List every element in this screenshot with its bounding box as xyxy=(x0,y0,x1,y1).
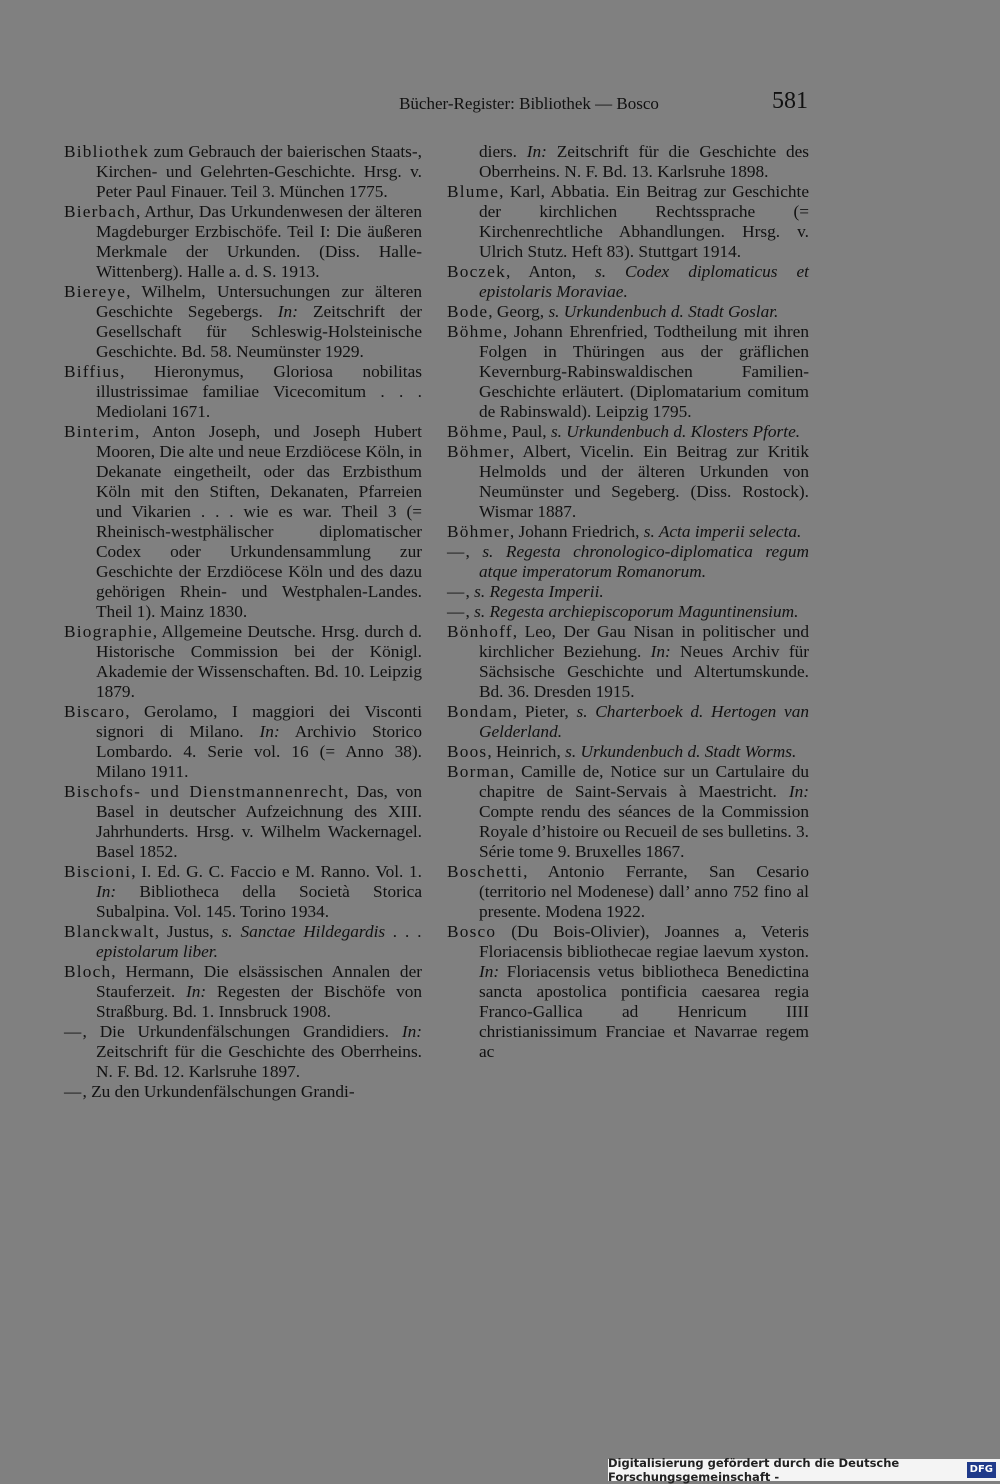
entry-italic-text: In: xyxy=(788,782,809,801)
entry-text: , Das, von Basel in deutscher Aufzeichnung des XIII. Jahrhunderts. Hrsg. v. Wilhelm Wackernagel. Basel 1852. xyxy=(96,782,422,861)
entry-text: , Paul, xyxy=(502,422,551,441)
entry-text: , Albert, Vicelin. Ein Beitrag zur Kritik Helmolds und der älteren Urkunden von Neumünster und Segeberg. (Diss. Rostock). Wismar 1887. xyxy=(479,442,809,521)
register-entry xyxy=(64,622,422,702)
entry-text: Zeitschrift für die Geschichte des Oberrheins. N. F. Bd. 12. Karlsruhe 1897. xyxy=(96,1042,422,1081)
entry-italic-text: s. Codex diplomaticus et epistolaris Moraviae. xyxy=(479,262,809,301)
entry-text: , Pieter, xyxy=(512,702,577,721)
entry-heading: — xyxy=(64,1082,83,1101)
entry-text: , Arthur, Das Urkundenwesen der älteren Magdeburger Erzbischöfe. Teil I: Die äußeren Merkmale der Urkunden. (Diss. Halle-Wittenberg). Halle a. d. S. 1913. xyxy=(96,202,422,281)
entry-heading: Bönhoff xyxy=(447,622,513,641)
entry-italic-text: s. Urkundenbuch d. Stadt Worms. xyxy=(565,742,797,761)
register-entry xyxy=(447,182,809,262)
footer-banner xyxy=(608,1456,1000,1484)
register-entry xyxy=(447,602,809,622)
entry-heading: Böhme xyxy=(447,422,503,441)
entry-text: , Camille de, Notice sur un Cartulaire du chapitre de Saint-Servais à Maestricht. xyxy=(479,762,809,801)
entry-text: , Justus, xyxy=(154,922,222,941)
entry-italic-text: s. Regesta archiepiscoporum Maguntinensium. xyxy=(474,602,799,621)
entry-text: zum Gebrauch der baierischen Staats-, Kirchen- und Gelehrten-Geschichte. Hrsg. v. Peter Paul Finauer. Teil 3. München 1775. xyxy=(96,142,422,201)
entry-text: , Georg, xyxy=(488,302,549,321)
entry-heading: Böhmer xyxy=(447,522,510,541)
right-column xyxy=(447,142,809,1062)
entry-heading: — xyxy=(447,542,466,561)
entry-text: , xyxy=(465,542,483,561)
register-entry xyxy=(64,962,422,1022)
register-entry xyxy=(447,702,809,742)
entry-text: Zeitschrift der Gesellschaft für Schleswig-Holsteinische Geschichte. Bd. 58. Neumünster 1929. xyxy=(96,302,422,361)
entry-italic-text: In: xyxy=(259,722,280,741)
entry-text: , Anton, xyxy=(506,262,595,281)
entry-heading: Biffius xyxy=(64,362,121,381)
entry-text: , Hieronymus, Gloriosa nobilitas illustrissimae familiae Vicecomitum . . . Mediolani 1671. xyxy=(96,362,422,421)
entry-heading: Blume xyxy=(447,182,500,201)
entry-heading: Biographie xyxy=(64,622,153,641)
entry-heading: Biereye xyxy=(64,282,127,301)
entry-text: , Wilhelm, Untersuchungen zur älteren Geschichte Segebergs. xyxy=(96,282,422,321)
register-entry xyxy=(64,702,422,782)
register-entry xyxy=(447,522,809,542)
entry-text: , I. Ed. G. C. Faccio e M. Ranno. Vol. 1. xyxy=(131,862,422,881)
entry-heading: Blanckwalt xyxy=(64,922,155,941)
entry-italic-text: In: xyxy=(277,302,298,321)
entry-heading: Biscaro xyxy=(64,702,126,721)
entry-text: (Du Bois-Olivier), Joannes a, Veteris Floriacensis bibliothecae regiae laevum xyston. xyxy=(479,922,809,961)
entry-heading: Bierbach xyxy=(64,202,136,221)
register-entry xyxy=(447,322,809,422)
register-entry xyxy=(64,922,422,962)
entry-heading: Bischofs- und Dienstmannenrecht xyxy=(64,782,345,801)
running-title: Bücher-Register: Bibliothek — Bosco xyxy=(399,94,659,113)
register-entry xyxy=(447,142,809,182)
entry-text: , Allgemeine Deutsche. Hrsg. durch d. Historische Commission bei der Königl. Akademie der Wissenschaften. Bd. 10. Leipzig 1879. xyxy=(96,622,422,701)
register-entry xyxy=(447,862,809,922)
entry-text: Compte rendu des séances de la Commission Royale d’histoire ou Recueil de ses bulletins. 3. Série tome 9. Bruxelles 1867. xyxy=(479,802,809,861)
entry-italic-text: s. Regesta Imperii. xyxy=(474,582,604,601)
entry-text: , xyxy=(465,582,475,601)
register-entry xyxy=(447,302,809,322)
entry-text: , Hermann, Die elsässischen Annalen der Stauferzeit. xyxy=(96,962,422,1001)
entry-text: Regesten der Bischöfe von Straßburg. Bd. 1. Innsbruck 1908. xyxy=(96,982,422,1021)
entry-italic-text: In: xyxy=(650,642,671,661)
entry-italic-text: s. Charterboek d. Hertogen van Gelderland. xyxy=(479,702,810,741)
page-header xyxy=(0,88,808,124)
entry-italic-text: In: xyxy=(526,142,547,161)
register-entry xyxy=(447,742,809,762)
register-entry xyxy=(447,582,809,602)
entry-heading: Bosco xyxy=(447,922,497,941)
entry-text: Zeitschrift für die Geschichte des Oberrheins. N. F. Bd. 13. Karlsruhe 1898. xyxy=(479,142,809,181)
entry-text: , Die Urkundenfälschungen Grandidiers. xyxy=(82,1022,402,1041)
entry-text: , Johann Ehrenfried, Todtheilung mit ihren Folgen in Thüringen aus der gräflichen Kevernburg-Rabinswaldischen Familien-Geschichte erläutert. (Diplomatarium comitum de Rabinswald). Leipzig 1795. xyxy=(479,322,809,421)
entry-heading: Bondam xyxy=(447,702,513,721)
entry-italic-text: In: xyxy=(96,882,117,901)
entry-text: Bibliotheca della Società Storica Subalpina. Vol. 145. Torino 1934. xyxy=(96,882,422,921)
entry-text: diers. xyxy=(479,142,527,161)
entry-heading: Boczek xyxy=(447,262,507,281)
page-number: 581 xyxy=(772,88,808,114)
entry-heading: Boschetti xyxy=(447,862,524,881)
left-column xyxy=(64,142,422,1102)
register-entry xyxy=(64,1082,422,1102)
entry-text: Archivio Storico Lombardo. 4. Serie vol. 16 (= Anno 38). Milano 1911. xyxy=(96,722,422,781)
entry-heading: — xyxy=(447,582,466,601)
register-entry xyxy=(64,422,422,622)
register-entry xyxy=(64,202,422,282)
register-entry xyxy=(64,142,422,202)
entry-italic-text: s. Urkundenbuch d. Klosters Pforte. xyxy=(550,422,801,441)
entry-heading: Bloch xyxy=(64,962,112,981)
entry-text: , Leo, Der Gau Nisan in politischer und kirchlicher Beziehung. xyxy=(479,622,809,661)
entry-heading: Böhme xyxy=(447,322,503,341)
register-entry xyxy=(64,1022,422,1082)
entry-italic-text: s. Urkundenbuch d. Stadt Goslar. xyxy=(548,302,779,321)
footer-text: Digitalisierung gefördert durch die Deutsche Forschungsgemeinschaft - xyxy=(608,1456,900,1484)
dfg-logo: DFG xyxy=(967,1462,996,1478)
entry-italic-text: s. Regesta chronologico-diplomatica regum atque imperatorum Romanorum. xyxy=(479,542,809,581)
entry-text: , Anton Joseph, und Joseph Hubert Mooren, Die alte und neue Erzdiöcese Köln, in Dekanate eingetheilt, oder das Erzbisthum Köln mit den Stiften, Dekanaten, Pfarreien und Vikarien . . . wie es war. Theil 3 (= Rheinisch-westphälischer diplomatischer Codex oder Urkundensammlung zur Geschichte der Erzdiöcese Köln und des dazu gehörigen Rhein- und Westphalen-Landes. Theil 1). Mainz 1830. xyxy=(96,422,422,621)
register-entry xyxy=(447,622,809,702)
register-entry xyxy=(64,282,422,362)
entry-text: , Antonio Ferrante, San Cesario (territorio nel Modenese) dall’ anno 752 fino al presente. Modena 1922. xyxy=(479,862,809,921)
entry-text: , Heinrich, xyxy=(487,742,566,761)
register-entry xyxy=(64,362,422,422)
entry-heading: Boos xyxy=(447,742,488,761)
entry-text: , Karl, Abbatia. Ein Beitrag zur Geschichte der kirchlichen Rechtssprache (= Kirchenrechtliche Abhandlungen. Hrsg. v. Ulrich Stutz. Heft 83). Stuttgart 1914. xyxy=(479,182,809,261)
register-entry xyxy=(64,862,422,922)
register-entry xyxy=(447,922,809,1062)
entry-italic-text: In: xyxy=(185,982,207,1001)
entry-italic-text: In: xyxy=(401,1022,422,1041)
entry-heading: Biscioni xyxy=(64,862,132,881)
register-entry xyxy=(447,422,809,442)
entry-heading: — xyxy=(447,602,466,621)
register-entry xyxy=(447,542,809,582)
entry-heading: Borman xyxy=(447,762,510,781)
entry-text: , Zu den Urkundenfälschungen Grandi- xyxy=(82,1082,355,1101)
register-entry xyxy=(64,782,422,862)
entry-text: , xyxy=(465,602,475,621)
entry-italic-text: s. Acta imperii selecta. xyxy=(643,522,802,541)
entry-text: Neues Archiv für Sächsische Geschichte und Altertumskunde. Bd. 36. Dresden 1915. xyxy=(479,642,809,701)
entry-text: , Gerolamo, I maggiori dei Visconti signori di Milano. xyxy=(96,702,422,741)
entry-italic-text: s. Sanctae Hildegardis . . . epistolarum liber. xyxy=(96,922,422,961)
entry-heading: Bibliothek xyxy=(64,142,149,161)
entry-text: , Johann Friedrich, xyxy=(509,522,644,541)
entry-heading: Böhmer xyxy=(447,442,510,461)
entry-italic-text: In: xyxy=(479,962,500,981)
register-entry xyxy=(447,262,809,302)
entry-heading: — xyxy=(64,1022,83,1041)
entry-heading: Bode xyxy=(447,302,489,321)
register-entry xyxy=(447,762,809,862)
register-entry xyxy=(447,442,809,522)
entry-text: Floriacensis vetus bibliotheca Benedictina sancta apostolica pontificia caesarea regia Franco-Gallica ad Henricum IIII christianissimum Franciae et Navarrae regem ac xyxy=(479,962,809,1061)
entry-heading: Binterim xyxy=(64,422,136,441)
